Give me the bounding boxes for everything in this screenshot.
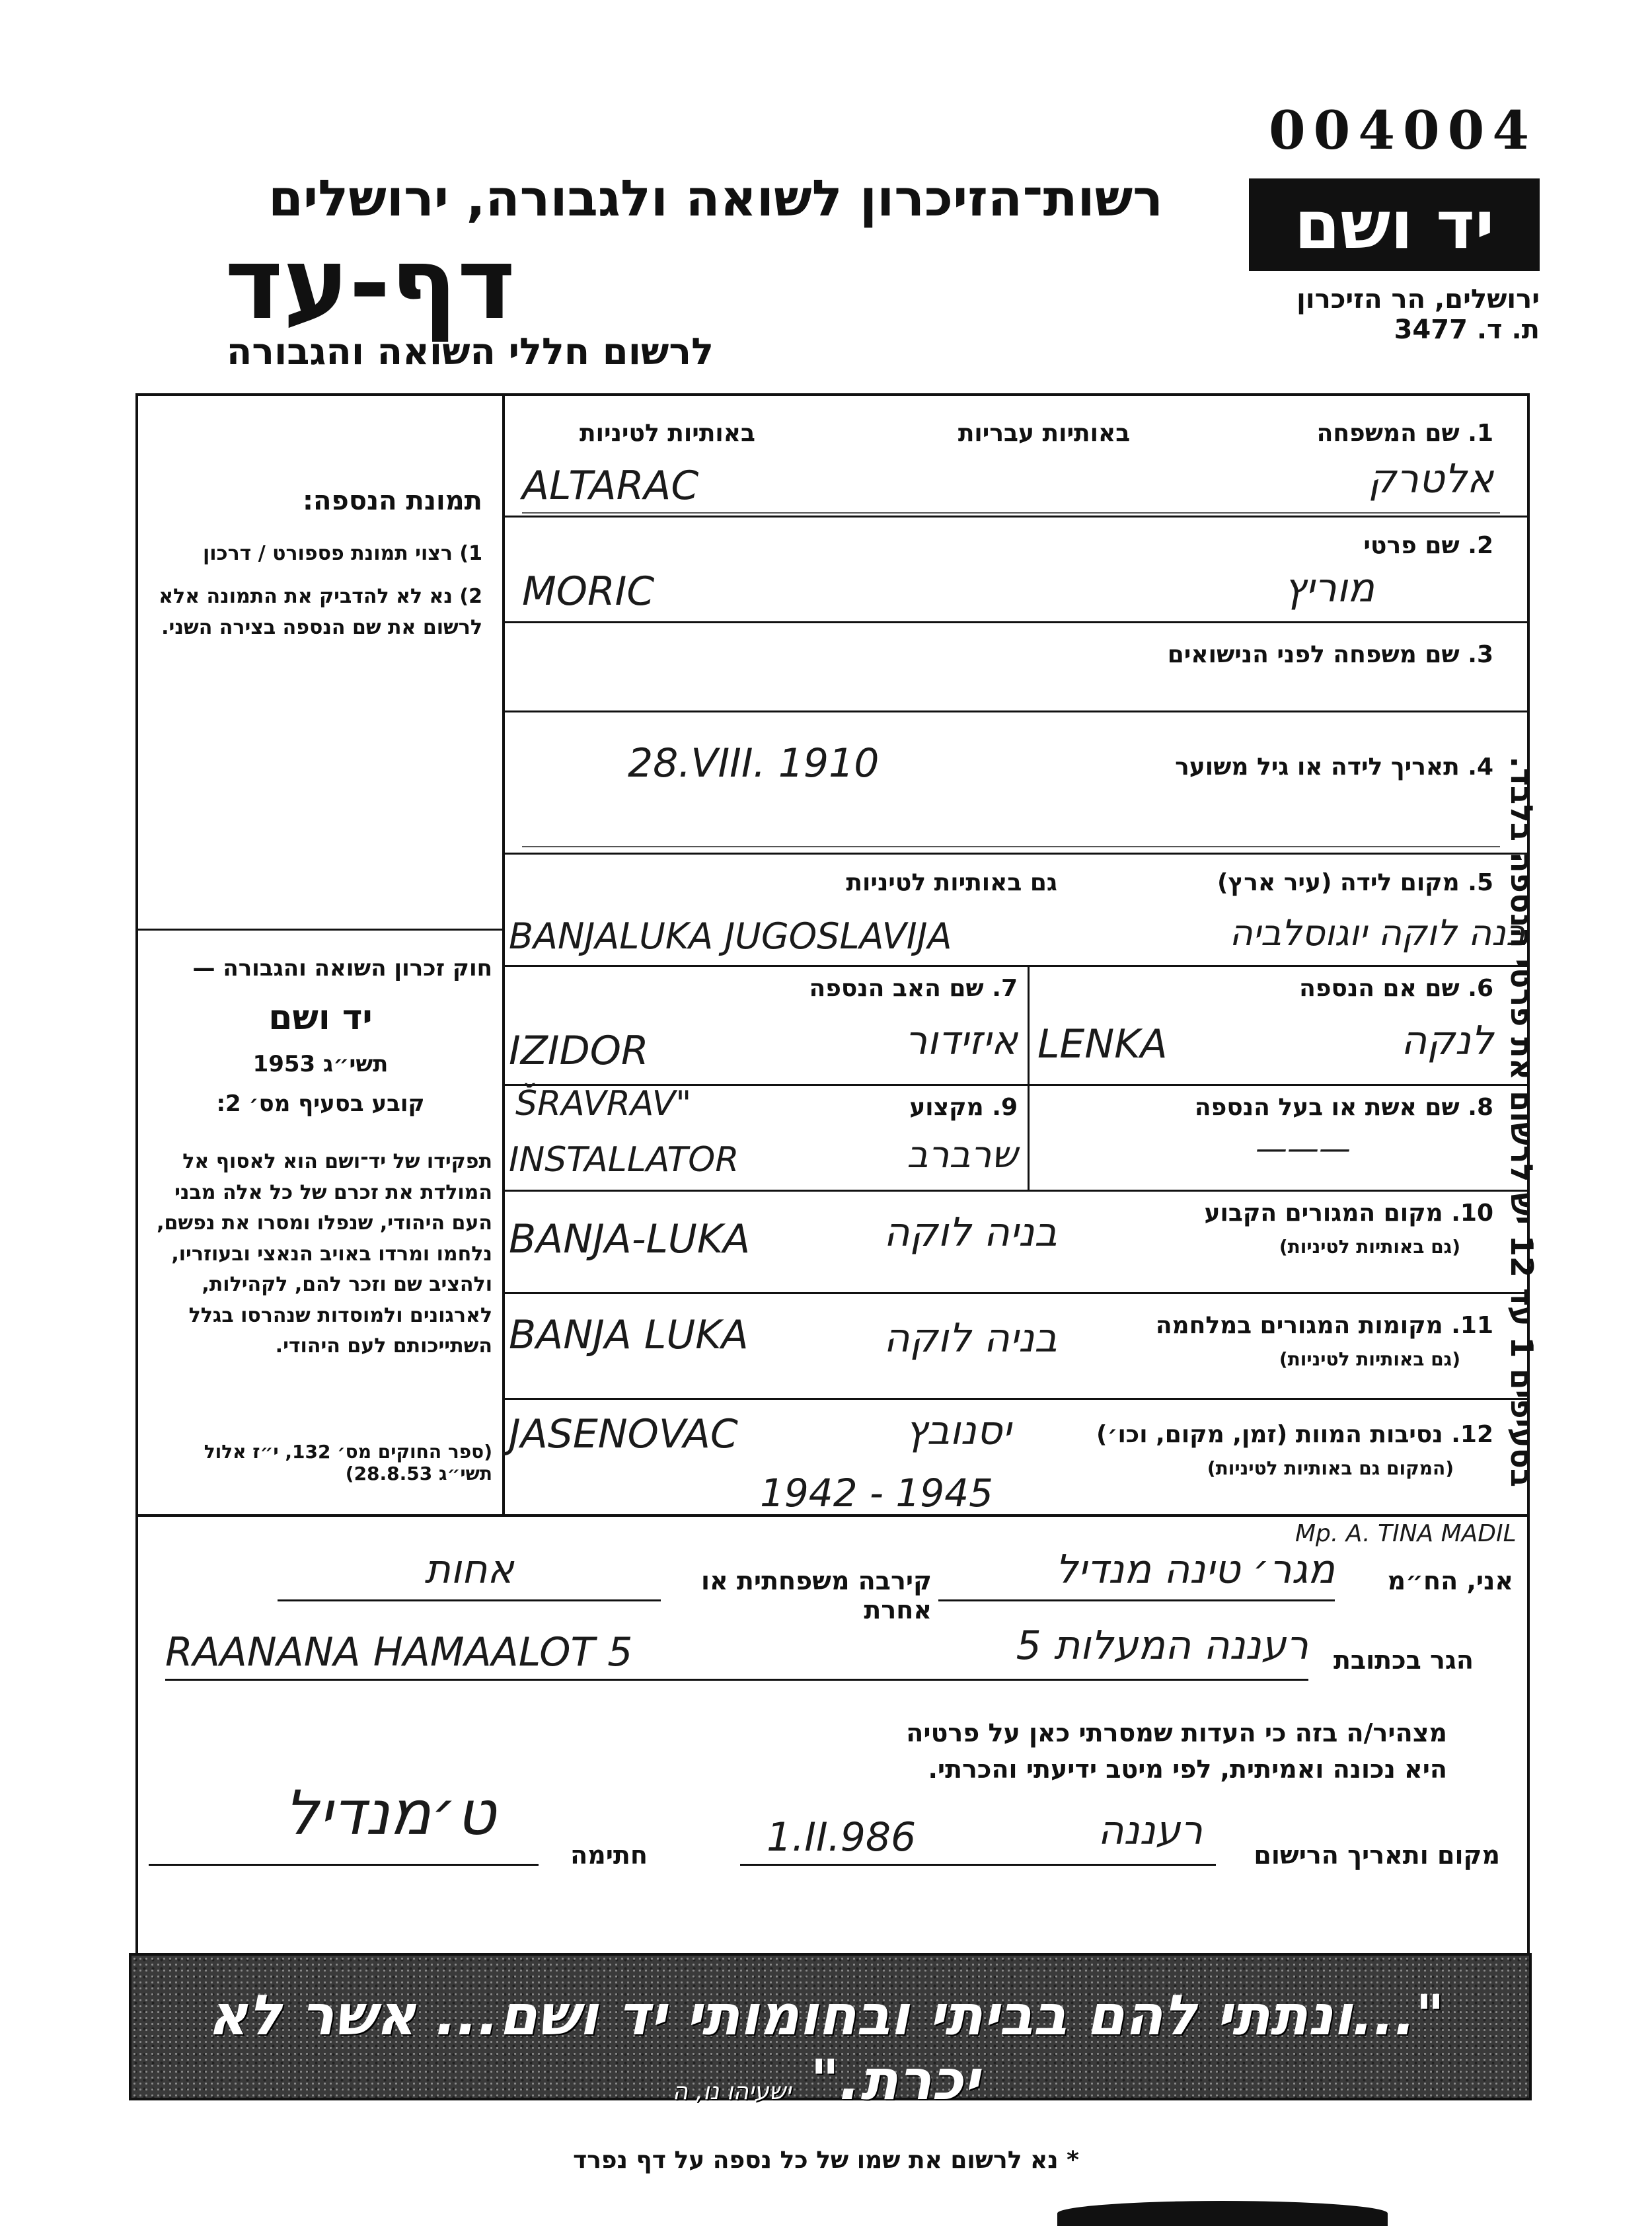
field-11-value-hebrew: בניה לוקה [883,1315,1057,1362]
field-12-value-dates: 1942 - 1945 [760,1471,994,1516]
declaration-signature: ט׳מנדיל [283,1778,496,1849]
row-separator-2 [502,621,1530,623]
declaration-relation-value: אחות [424,1547,514,1593]
logo-address-line-2: ת. ד. 3477 [1394,315,1540,345]
field-6-value-hebrew: לנקה [1401,1018,1493,1064]
declaration-name-label: אני, הח״מ [1387,1566,1513,1595]
row-separator-7 [502,1190,1530,1192]
field-4-label: 4. תאריך לידה או גיל משוער [1175,753,1493,781]
frame-left [135,393,138,1517]
declaration-name-underline [938,1599,1335,1601]
field-5-value-latin: BANJALUKA JUGOSLAVIJA [509,915,952,957]
field-7-value-hebrew: איזידור [905,1018,1018,1064]
form-subtitle: לרשום חללי השואה והגבורה [226,330,714,373]
law-clause: קובע בסעיף מס׳ 2: [216,1091,425,1117]
side-panel-divider [135,929,502,931]
field-9-value-latin: INSTALLATOR [509,1140,739,1180]
field-12-note: (המקום גם באותיות לטיניות) [1207,1457,1454,1479]
logo-address-line-1: ירושלים, הר הזיכרון [1296,284,1540,315]
yad-vashem-logo [1249,178,1540,271]
field-11-value-latin: BANJA LUKA [509,1312,749,1358]
field-12-value-latin: JASENOVAC [509,1411,738,1457]
frame-column-divider [502,393,505,1517]
declaration-name-value: מגר׳ טינה מנדיל [1055,1547,1335,1593]
field-9-value-top: ŠRAVRAV" [515,1084,692,1124]
field-7-label: 7. שם האב הנספה [809,975,1018,1002]
field-5-label: 5. מקום לידה (עיר ארץ) [1217,869,1493,896]
scan-edge-mark [1057,2201,1388,2226]
law-source: (ספר החוקים מס׳ 132, י״ז אלול תשי״ג 28.8.53) [204,1441,492,1484]
photo-panel-title: תמונת הנספה: [303,486,482,516]
field-7-value-latin: IZIDOR [509,1028,649,1074]
row-6-7-8-9-divider [1028,965,1030,1190]
row-separator-8 [502,1292,1530,1294]
field-1-col-latin: באותיות לטיניות [580,420,755,447]
field-10-label: 10. מקום המגורים הקבוע [1204,1200,1493,1227]
declaration-statement-2: היא נכונה ואמיתית, לפי מיטב ידיעתי והכרתי. [928,1755,1447,1784]
declaration-relation-underline [278,1599,661,1601]
field-11-label: 11. מקומות המגורים במלחמה [1155,1312,1493,1339]
quote-banner-source: ישעיהו נו, ה [672,2078,792,2105]
declaration-place-date-underline [740,1864,1216,1866]
field-6-value-latin: LENKA [1037,1021,1168,1067]
declaration-date-value: 1.II.986 [767,1814,917,1861]
form-title: דף-עד [225,227,515,342]
law-name: יד ושם [268,998,373,1038]
footnote: * נא לרשום את שמו של כל נספה על דף נפרד [573,2147,1079,2174]
field-10-value-hebrew: בניה לוקה [883,1209,1057,1256]
field-3-label: 3. שם משפחה לפני הנישואים [1167,641,1493,668]
field-2-value-hebrew: מוריץ [1284,565,1374,611]
row-separator-5 [502,965,1530,967]
field-9-value-hebrew: שרברב [907,1133,1018,1176]
photo-instruction-2: 2) נא לא להדביק את התמונה אלא לרשום את שם הנספה בצירה השני. [159,585,482,639]
field-8-label: 8. שם אשת או בעל הנספה [1194,1094,1493,1121]
authority-title: רשות־הזיכרון לשואה ולגבורה, ירושלים [268,169,1163,227]
field-1-value-latin: ALTARAC [522,463,699,509]
side-vertical-note: בסעיפים 1 עד 12 יש לרשום את פרטי הנספה בלבד. [1504,756,1540,1487]
quote-banner-quote: "...ונתתי להם בביתי ובחומותי יד ושם... אשר לא יכרת." [207,1983,1445,2112]
law-heading: חוק זכרון השואה והגבורה — [192,955,492,981]
field-6-label: 6. שם אם הנספה [1299,975,1493,1002]
field-1-underline [522,512,1500,514]
document-number: 004004 [1269,99,1537,161]
field-8-value: ——— [1256,1130,1351,1167]
field-11-note: (גם באותיות לטיניות) [1279,1348,1460,1370]
logo-text: יד ושם [1294,186,1495,264]
field-4-value: 28.VIII. 1910 [628,740,880,787]
field-10-value-latin: BANJA-LUKA [509,1216,751,1262]
law-year: תשי״ג 1953 [252,1051,389,1077]
declaration-signature-label: חתימה [570,1841,648,1870]
field-10-note: (גם באותיות לטיניות) [1279,1236,1460,1258]
declaration-address-latin: RAANANA HAMAALOT 5 [165,1629,633,1675]
field-12-value-hebrew: יסנובץ [905,1408,1011,1454]
law-body: תפקידו של יד־ושם הוא לאסוף אל המולדת את זכרם של כל אלה מבני העם היהודי, שנפלו ומסרו את נפשם, נלחמו ומרדו באויב הנאצי ובעוזריו, ולהציב שם וזכר להם, לקהילות, לארגונים ולמוסדות שנהרסו בגלל השתייכותם לעם היהודי. [157,1150,492,1358]
frame-top [135,393,1530,396]
field-12-label: 12. נסיבות המוות (זמן, מקום, וכו׳) [1096,1421,1493,1448]
field-4-underline [522,846,1500,847]
declaration-address-underline [165,1679,1308,1681]
field-2-value-latin: MORIC [522,568,655,615]
field-2-label: 2. שם פרטי [1363,532,1493,559]
field-1-col-hebrew: באותיות עבריות [957,420,1131,447]
field-5-value-hebrew: בנה לוקה יוגוסלביה [1229,912,1526,954]
row-separator-9 [502,1398,1530,1400]
declaration-name-latin: Mp. A. TINA MADIL [1295,1520,1517,1547]
photo-instruction-1: 1) רצוי תמונת פספורט / דרכון [202,542,482,565]
row-separator-4 [502,853,1530,855]
frame-left-lower [135,1514,138,1964]
declaration-relation-label: קירבה משפחתית או אחרת [700,1566,932,1625]
quote-banner-text [159,1983,1493,2112]
declaration-statement-1: מצהיר/ה בזה כי העדות שמסרתי כאן על פרטיה [906,1718,1447,1747]
field-9-label: 9. מקצוע [909,1094,1018,1121]
row-separator-1 [502,516,1530,518]
declaration-signature-underline [149,1864,539,1866]
field-5-col-latin: גם באותיות לטיניות [846,869,1057,896]
field-1-label: 1. שם המשפחה [1316,420,1493,447]
declaration-address-hebrew: רעננה המעלות 5 [1016,1623,1308,1669]
declaration-address-label: הגר בכתובת [1333,1646,1474,1675]
logo-address [1242,284,1540,345]
declaration-place-value: רעננה [1098,1808,1203,1854]
field-1-value-hebrew: אלטרק [1368,456,1493,502]
row-separator-3 [502,710,1530,712]
declaration-place-date-label: מקום ותאריך הרישום [1254,1841,1500,1870]
